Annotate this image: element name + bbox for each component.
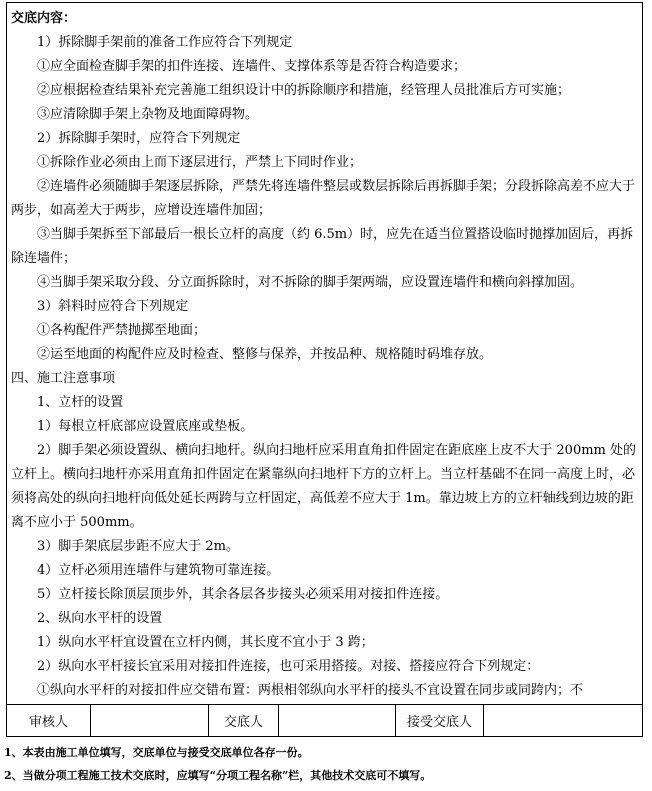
- content-paragraph: ③应清除脚手架上杂物及地面障碍物。: [37, 107, 259, 122]
- content-paragraph: 1、立杆的设置: [37, 395, 124, 410]
- content-paragraph: 5）立杆接长除顶层顶步外，其余各层各步接头必须采用对接扣件连接。: [37, 587, 449, 602]
- content-paragraph: ③当脚手架拆至下部最后一根长立杆的高度（约 6.5m）时，应先在适当位置搭设临时抛撑加固后，再拆除连墙件；: [11, 227, 634, 266]
- content-paragraph: ②应根据检查结果补充完善施工组织设计中的拆除顺序和措施，经管理人员批准后方可实施；: [37, 83, 571, 98]
- content-paragraph: ①纵向水平杆的对接扣件应交错布置：两根相邻纵向水平杆的接头不宜设置在同步或同跨内；不: [37, 683, 584, 698]
- disclosure-content: [7, 3, 642, 704]
- content-paragraph: ②连墙件必须随脚手架逐层拆除，严禁先将连墙件整层或数层拆除后再拆脚手架；分段拆除高差不应大于两步，如高差大于两步，应增设连墙件加固；: [11, 179, 636, 218]
- content-paragraph: ①拆除作业必须由上而下逐层进行，严禁上下同时作业；: [37, 155, 363, 170]
- signature-row: [7, 704, 642, 736]
- content-paragraph: 2）脚手架必须设置纵、横向扫地杆。纵向扫地杆应采用直角扣件固定在距底座上皮不大于 200mm 处的立杆上。横向扫地杆亦采用直角扣件固定在紧靠纵向扫地杆下方的立杆上。当立杆基础不在同一高度上时，必须将高处的纵向扫地杆向低处延长两跨与立杆固定，高低差不应大于 1m。靠边坡上方的立杆轴线到边坡的距离不应小于 500mm。: [11, 443, 637, 530]
- content-paragraph: 1）拆除脚手架前的准备工作应符合下列规定: [37, 35, 293, 50]
- footnote: 1、本表由施工单位填写，交底单位与接受交底单位各存一份。: [4, 746, 309, 759]
- content-paragraph: 3）脚手架底层步距不应大于 2m。: [37, 539, 240, 554]
- content-paragraph: 4）立杆必须用连墙件与建筑物可靠连接。: [37, 563, 280, 578]
- content-paragraph: ①应全面检查脚手架的扣件连接、连墙件、支撑体系等是否符合构造要求；: [37, 59, 467, 74]
- reviewer-field[interactable]: [91, 705, 209, 736]
- content-heading: 交底内容：: [11, 11, 77, 26]
- content-paragraph: 1）每根立杆底部应设置底座或垫板。: [37, 419, 254, 434]
- discloser-field[interactable]: [279, 705, 396, 736]
- content-paragraph: 四、施工注意事项: [11, 371, 116, 386]
- disclosure-form: [6, 2, 643, 737]
- receiver-field[interactable]: [484, 705, 642, 736]
- footnotes: [4, 741, 644, 787]
- footnote: 2、当做分项工程施工技术交底时，应填写“分项工程名称”栏，其他技术交底可不填写。: [4, 769, 432, 782]
- content-paragraph: 1）纵向水平杆宜设置在立杆内侧，其长度不宜小于 3 跨；: [37, 635, 374, 650]
- content-paragraph: ②运至地面的构配件应及时检查、整修与保养，并按品种、规格随时码堆存放。: [37, 347, 493, 362]
- content-paragraph: ④当脚手架采取分段、分立面拆除时，对不拆除的脚手架两端，应设置连墙件和横向斜撑加固。: [37, 275, 584, 290]
- discloser-label: 交底人: [209, 705, 279, 736]
- content-paragraph: 2）纵向水平杆接长宜采用对接扣件连接，也可采用搭接。对接、搭接应符合下列规定：: [37, 659, 540, 674]
- reviewer-label: 审核人: [7, 705, 91, 736]
- content-paragraph: 2）拆除脚手架时，应符合下列规定: [37, 131, 241, 146]
- content-paragraph: 3）斜料时应符合下列规定: [37, 299, 189, 314]
- content-paragraph: 2、纵向水平杆的设置: [37, 611, 163, 626]
- content-paragraph: ①各构配件严禁抛掷至地面；: [37, 323, 207, 338]
- receiver-label: 接受交底人: [396, 705, 484, 736]
- paragraph-list: [11, 31, 636, 703]
